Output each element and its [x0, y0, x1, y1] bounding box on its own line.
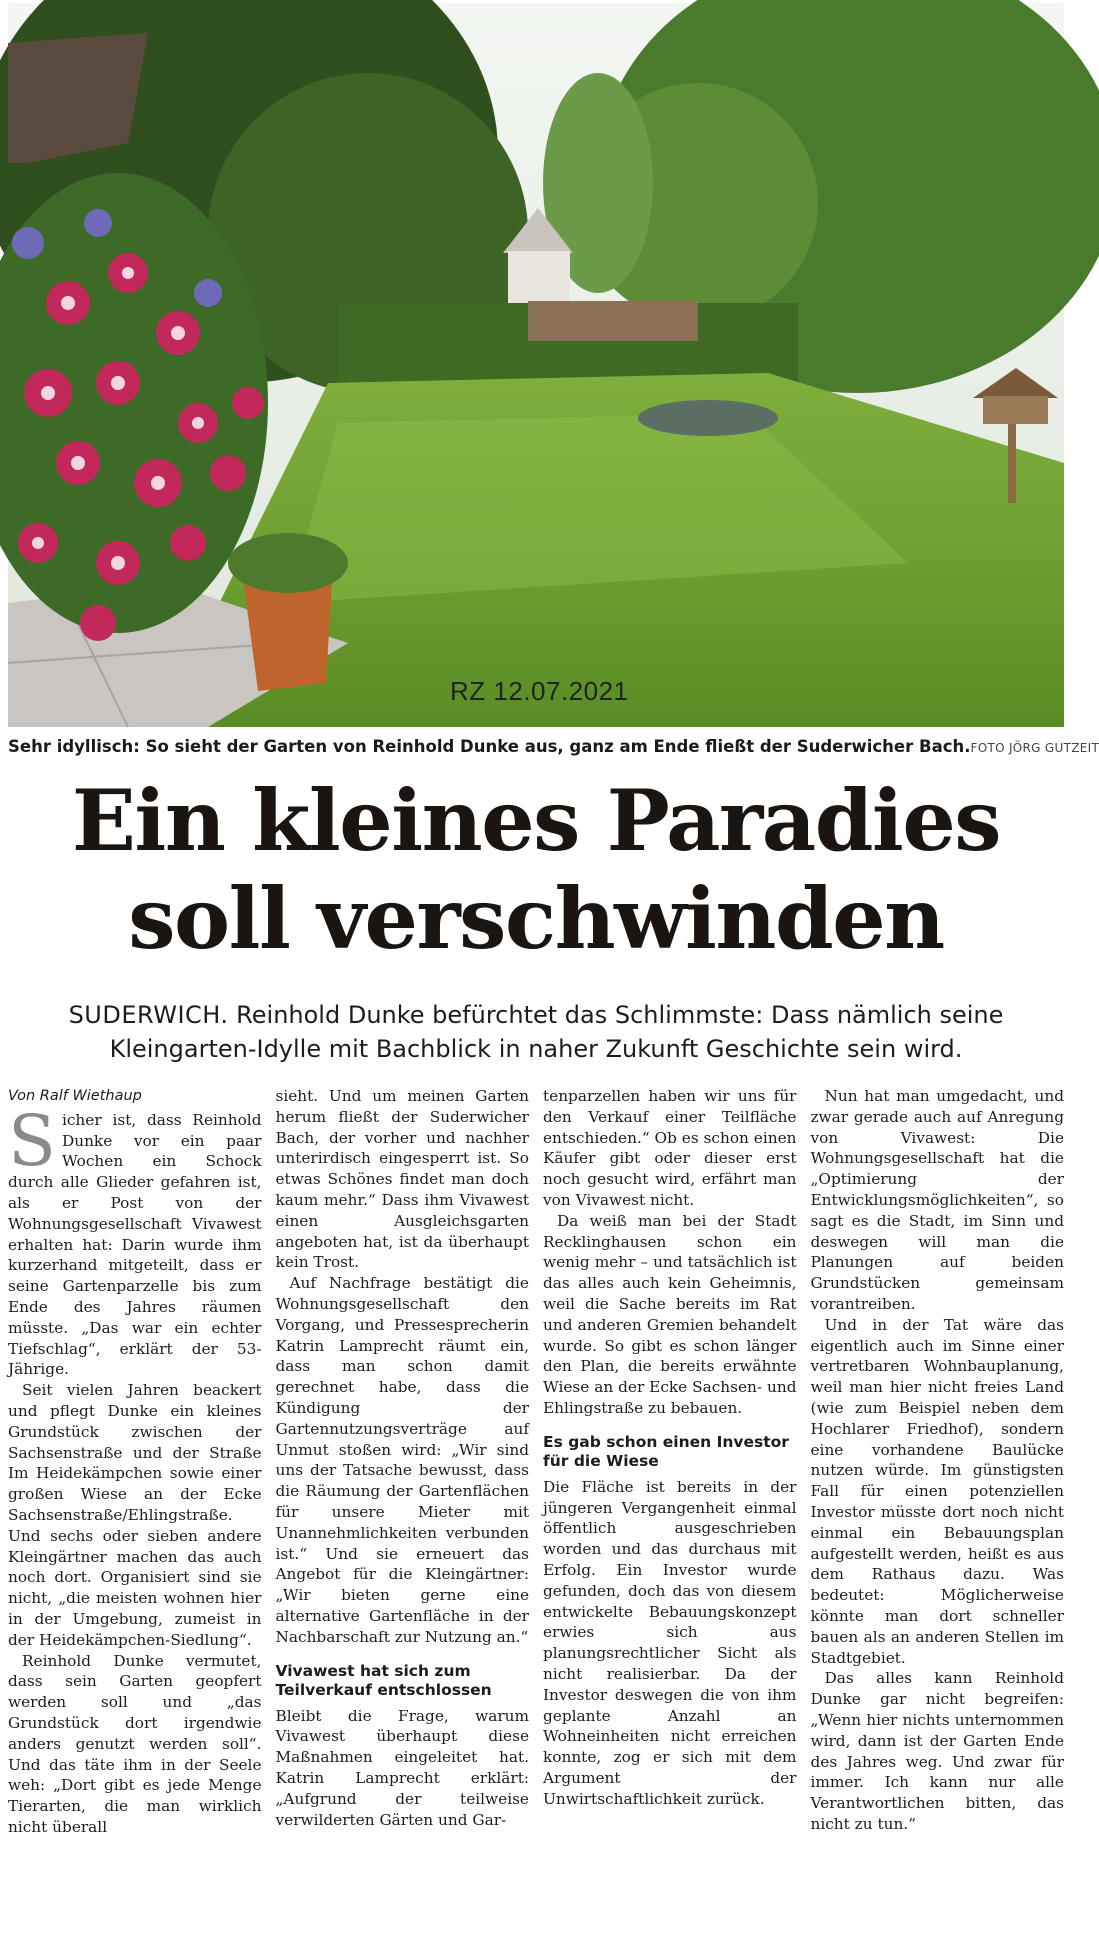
article-column-4: [811, 1086, 1065, 1954]
garden-photo-illustration: [8, 3, 1064, 727]
lead-paragraph: [30, 998, 1042, 1066]
paragraph: Bleibt die Frage, warum Vivawest überhaupt diese Maßnahmen eingeleitet hat. Katrin Lamprecht erklärt: „Aufgrund der teilweise verwilderten Gärten und Gar-: [275, 1706, 529, 1829]
drop-cap: S: [8, 1099, 56, 1182]
photo-caption: [8, 737, 1099, 756]
paragraph: Nun hat man umgedacht, und zwar gerade auch auf Anregung von Vivawest: Die Wohnungsgesellschaft hat die „Optimierung der Entwicklungsmöglichkeiten“, so sagt es die Stadt, im Sinn und deswegen will man die Planungen auf beiden Grundstücken gemeinsam vorantreiben.: [810, 1087, 1064, 1313]
lead-location: SUDERWICH.: [68, 1001, 229, 1029]
caption-text: Sehr idyllisch: So sieht der Garten von Reinhold Dunke aus, ganz am Ende fließt der Suderwicher Bach.: [8, 737, 971, 756]
paragraph: Seit vielen Jahren beackert und pflegt Dunke ein kleines Grundstück zwischen der Sachsenstraße und der Straße Im Heidekämpchen sowie einer großen Wiese an der Ecke Sachsenstraße/Ehlingstraße. Und sechs oder sieben andere Kleingärtner machen das auch noch dort. Organisiert sind sie nicht, „die meisten wohnen hier in der Umgebung, zumeist in der Heidekämpchen-Siedlung“.: [8, 1381, 262, 1649]
paragraph: Reinhold Dunke vermutet, dass sein Garten geopfert werden soll und „das Grundstück dort irgendwie anders genutzt werden soll“. Und das täte ihm in der Seele weh: „Dort gibt es jede Menge Tierarten, die man wirklich nicht überall: [8, 1651, 262, 1836]
paragraph: Und in der Tat wäre das eigentlich auch im Sinne einer vertretbaren Wohnbauplanung, weil man hier nicht freies Land (wie zum Beispiel neben dem Hochlarer Friedhof), sondern eine vorhandene Baulücke nutzen würde. Im günstigsten Fall für einen potenziellen Investor müsste dort noch nicht einmal ein Bebauungsplan aufgestellt werden, heißt es aus dem Rathaus dazu. Was bedeutet: Möglicherweise könnte man dort schneller bauen als an anderen Stellen im Stadtgebiet.: [810, 1315, 1064, 1667]
headline-line-1: Ein kleines Paradies: [71, 771, 1001, 870]
paragraph: Das alles kann Reinhold Dunke gar nicht begreifen: „Wenn hier nichts unternommen wird, dann ist der Garten Ende des Jahres weg. Und zwar für immer. Ich kann nur alle Verantwortlichen bitten, das nicht zu tun.“: [810, 1669, 1064, 1833]
paragraph: tenparzellen haben wir uns für den Verkauf einer Teilfläche entschieden.“ Ob es schon einen Käufer gibt oder dieser erst noch gesucht wird, erfährt man von Vivawest nicht.: [543, 1087, 797, 1209]
paragraph: sieht. Und um meinen Garten herum fließt der Suderwicher Bach, der vorher und nachher unterirdisch eingesperrt ist. So etwas Schönes findet man doch kaum mehr.“ Dass ihm Vivawest einen Ausgleichsgarten angeboten hat, ist da überhaupt kein Trost.: [275, 1087, 529, 1272]
headline-line-2: soll verschwinden: [128, 869, 944, 968]
photo-credit: FOTO JÖRG GUTZEIT: [970, 741, 1099, 755]
article-column-2: [276, 1086, 530, 1954]
article-body: [8, 1086, 1064, 1954]
paragraph: Da weiß man bei der Stadt Recklinghausen schon ein wenig mehr – und tatsächlich ist das alles auch kein Geheimnis, weil die Sache bereits im Rat und anderen Gremien behandelt wurde. So gibt es schon länger den Plan, die bereits erwähnte Wiese an der Ecke Sachsen- und Ehlingstraße zu bebauen.: [543, 1211, 797, 1417]
photo-date-stamp: RZ 12.07.2021: [450, 676, 629, 706]
subheading: Es gab schon einen Investor für die Wiese: [543, 1432, 789, 1470]
paragraph: Die Fläche ist bereits in der jüngeren Vergangenheit einmal öffentlich ausgeschrieben worden und das durchaus mit Erfolg. Ein Investor wurde gefunden, doch das von diesem entwickelte Bebauungskonzept erwies sich aus planungsrechtlicher Sicht als nicht realisierbar. Da der Investor deswegen die von ihm geplante Anzahl an Wohneinheiten nicht erreichen konnte, zog er sich mit dem Argument der Unwirtschaftlichkeit zurück.: [543, 1477, 797, 1808]
article-column-1: [8, 1086, 262, 1954]
paragraph: Sicher ist, dass Reinhold Dunke vor ein paar Wochen ein Schock durch alle Glieder gefahren ist, als er Post von der Wohnungsgesellschaft Vivawest erhalten hat: Darin wurde ihm kurzerhand mitgeteilt, dass er seine Gartenparzelle bis zum Ende des Jahres räumen müsste. „Das war ein echter Tiefschlag“, erklärt der 53-Jährige.: [8, 1099, 262, 1379]
paragraph: Auf Nachfrage bestätigt die Wohnungsgesellschaft den Vorgang, und Pressesprecherin Katrin Lamprecht räumt ein, dass man schon damit gerechnet habe, dass die Kündigung der Gartennutzungsverträge auf Unmut stoßen wird: „Wir sind uns der Tatsache bewusst, dass die Räumung der Gartenflächen für unsere Mieter mit Unannehmlichkeiten verbunden ist.“ Und sie erneuert das Angebot für die Kleingärtner: „Wir bieten gerne eine alternative Gartenfläche in der Nachbarschaft zur Nutzung an.“: [275, 1274, 529, 1646]
lead-text: Reinhold Dunke befürchtet das Schlimmste: Dass nämlich seine Kleingarten-Idylle mit Bachblick in naher Zukunft Geschichte sein wird.: [109, 1001, 1004, 1063]
garden-photo: [8, 3, 1064, 727]
byline: Von Ralf Wiethaup: [8, 1088, 142, 1104]
subheading: Vivawest hat sich zum Teilverkauf entschlossen: [275, 1661, 492, 1699]
article-column-3: [543, 1086, 797, 1954]
headline: [0, 772, 1072, 968]
